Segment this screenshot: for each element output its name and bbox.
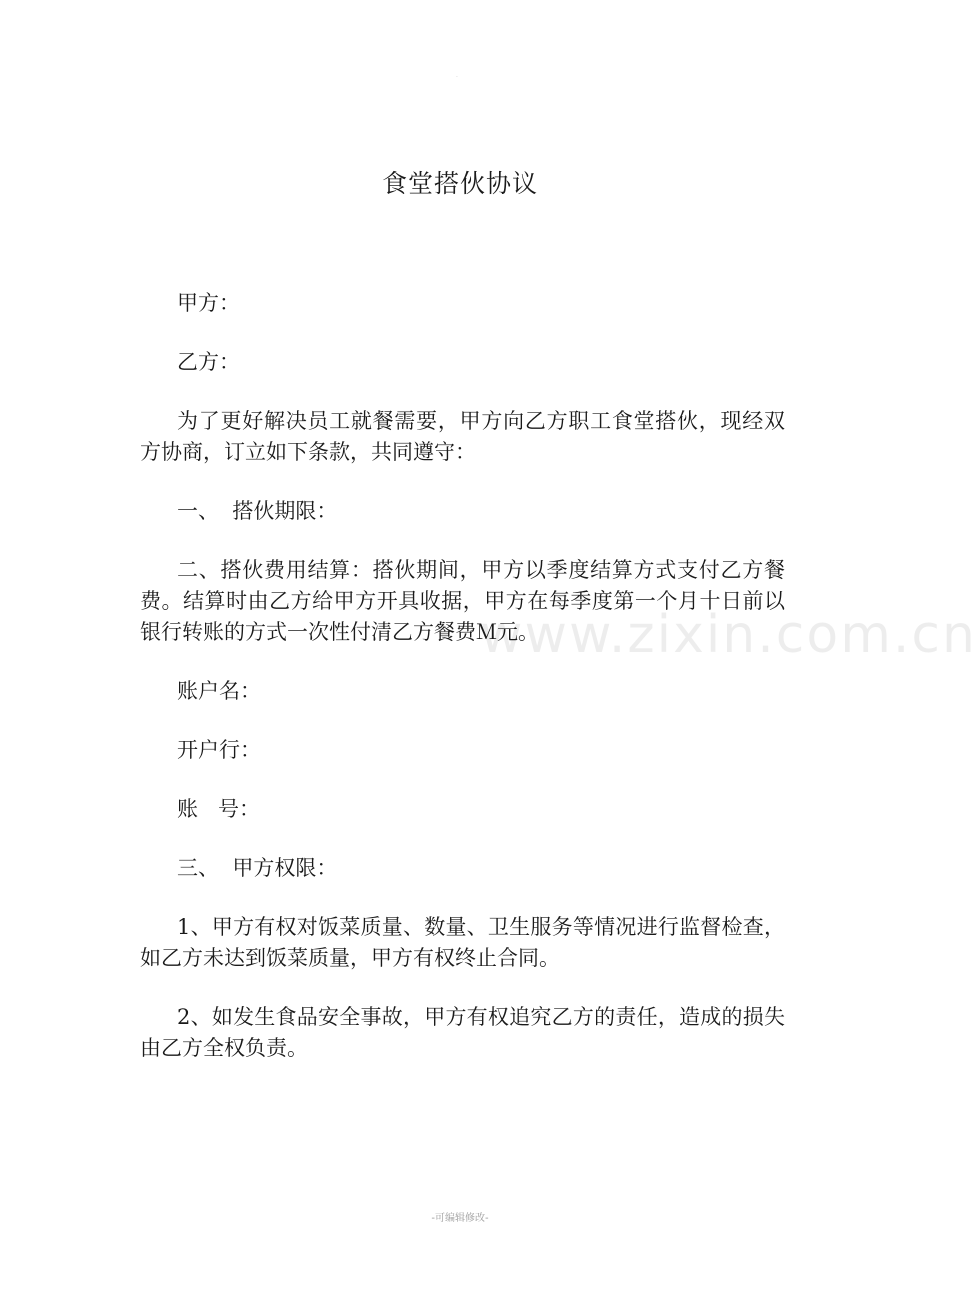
paragraph-party-a: 甲方： <box>177 291 240 315</box>
paragraph-clause-1: 1、甲方有权对饭菜质量、数量、卫生服务等情况进行监督检查，如乙方未达到饭菜质量，甲方有权终止合同。 <box>140 915 785 970</box>
paragraph-section-3: 三、 甲方权限： <box>177 856 338 880</box>
paragraph-clause-2: 2、如发生食品安全事故，甲方有权追究乙方的责任，造成的损失由乙方全权负责。 <box>140 1005 785 1060</box>
paragraph-section-1: 一、 搭伙期限： <box>177 499 338 523</box>
page-footer: -可编辑修改- <box>431 1213 489 1224</box>
paragraph-party-b: 乙方： <box>177 350 240 374</box>
top-mark: · <box>456 74 458 81</box>
paragraph-account-number: 账 号： <box>177 797 261 821</box>
paragraph-section-2: 二、搭伙费用结算：搭伙期间，甲方以季度结算方式支付乙方餐费。结算时由乙方给甲方开具收据，甲方在每季度第一个月十日前以银行转账的方式一次性付清乙方餐费Ｍ元。 <box>140 558 785 644</box>
document-title: 食堂搭伙协议 <box>381 169 538 198</box>
watermark: www.zixin.com.cn <box>480 605 977 665</box>
paragraph-intro: 为了更好解决员工就餐需要，甲方向乙方职工食堂搭伙，现经双方协商，订立如下条款，共同遵守： <box>140 409 785 464</box>
paragraph-bank: 开户行： <box>177 738 261 762</box>
document-body <box>140 288 785 1092</box>
paragraph-account-name: 账户名： <box>177 679 261 703</box>
